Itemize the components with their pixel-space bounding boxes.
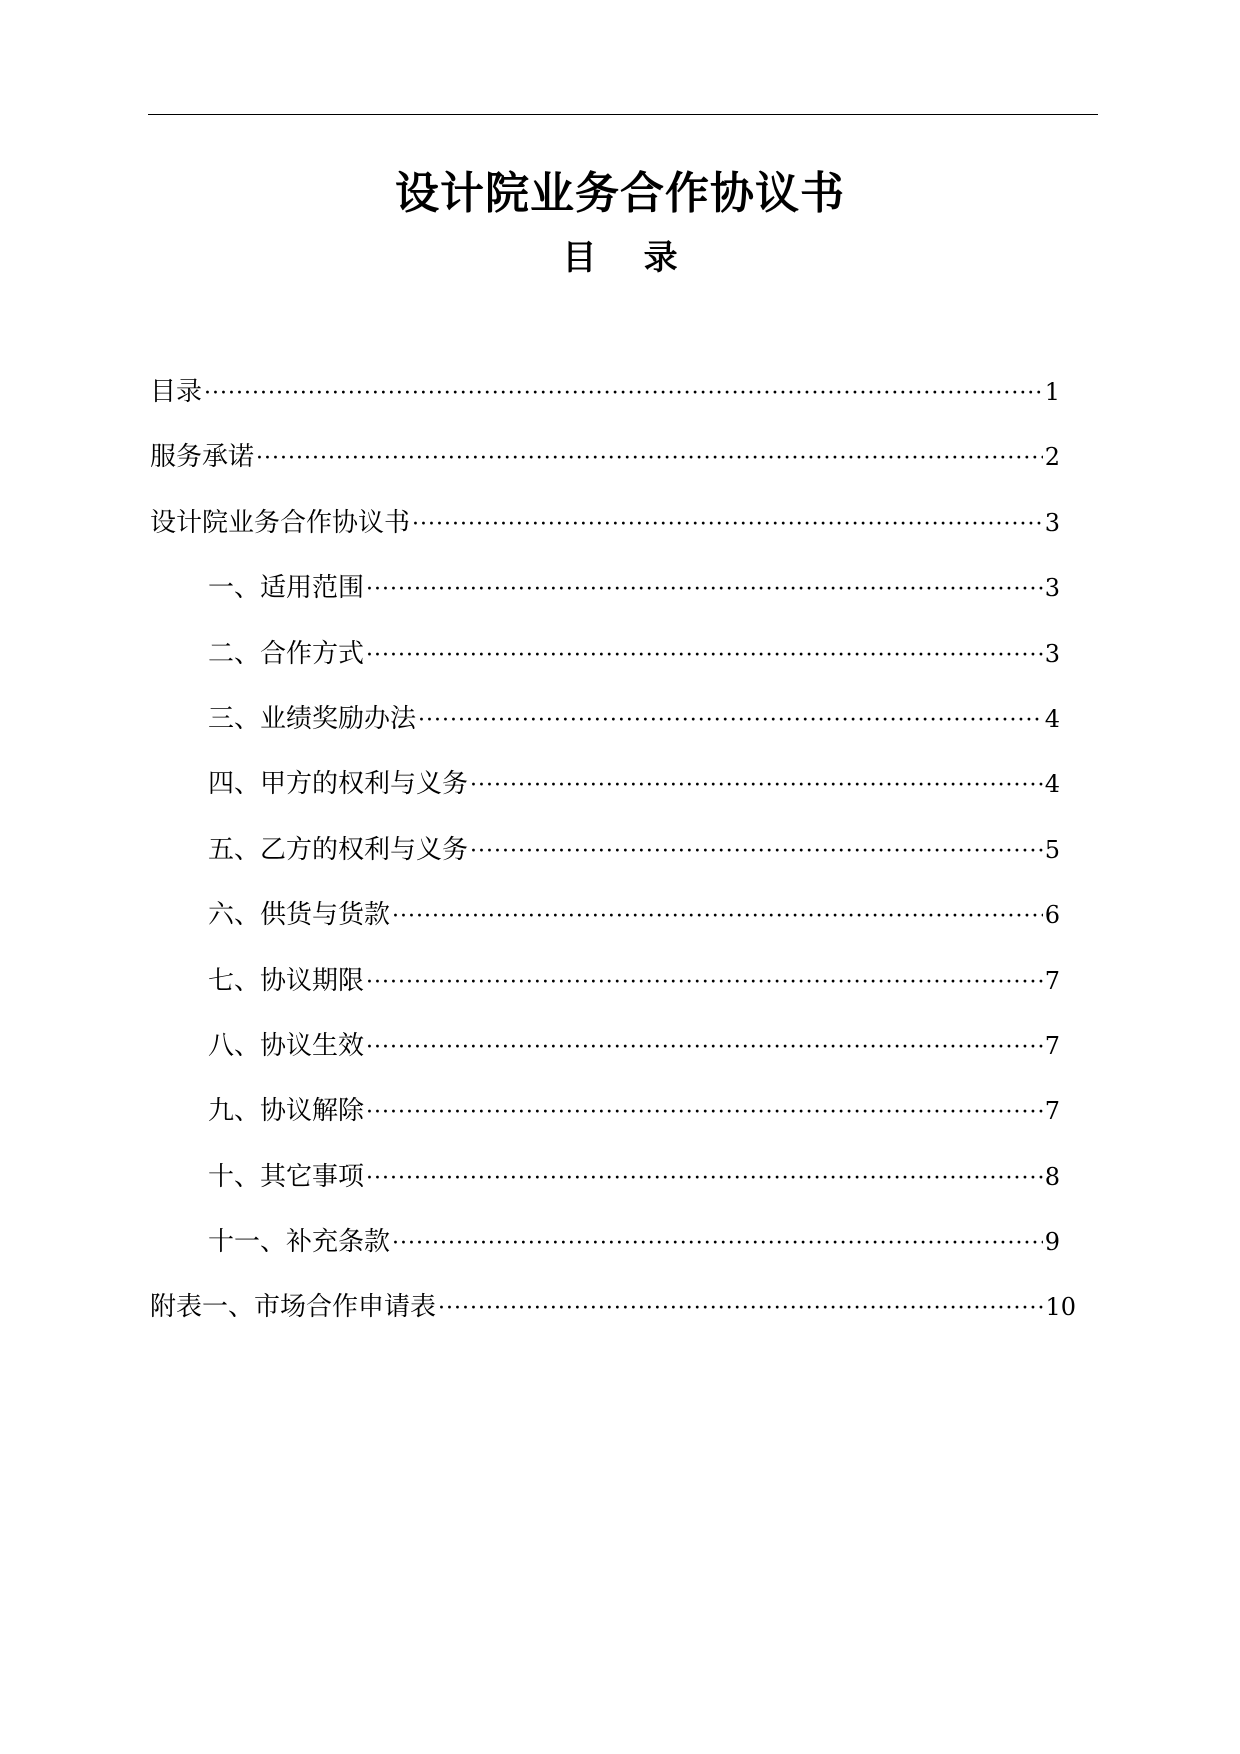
toc-entry[interactable]: [150, 370, 1060, 435]
toc-dot-leader: [470, 764, 1043, 808]
toc-entry-page: 7: [1044, 1097, 1060, 1126]
toc-entry[interactable]: [150, 566, 1060, 631]
toc-entry-label: 服务承诺: [150, 442, 255, 473]
toc-entry-page: 4: [1044, 704, 1060, 733]
toc-dot-leader: [392, 895, 1043, 939]
toc-entry-label: 一、适用范围: [208, 573, 365, 604]
toc-entry-page: 3: [1044, 574, 1060, 603]
toc-entry[interactable]: [150, 697, 1060, 762]
toc-entry-page: 5: [1044, 835, 1060, 864]
toc-entry-label: 二、合作方式: [208, 638, 365, 669]
toc-dot-leader: [412, 503, 1043, 547]
toc-entry[interactable]: [150, 828, 1060, 893]
toc-entry[interactable]: [150, 435, 1060, 500]
toc-entry[interactable]: [150, 1285, 1076, 1350]
toc-dot-leader: [366, 961, 1043, 1005]
toc-dot-leader: [438, 1287, 1043, 1331]
document-title: 设计院业务合作协议书: [395, 168, 845, 219]
table-of-contents: [150, 370, 1076, 1351]
toc-dot-leader: [392, 1222, 1043, 1266]
toc-dot-leader: [256, 437, 1043, 481]
header-rule: [148, 114, 1098, 115]
toc-entry[interactable]: [150, 1024, 1060, 1089]
toc-entry-label: 五、乙方的权利与义务: [208, 834, 469, 865]
toc-entry[interactable]: [150, 959, 1060, 1024]
toc-entry[interactable]: [150, 762, 1060, 827]
toc-dot-leader: [366, 1091, 1043, 1135]
toc-entry-page: 7: [1044, 966, 1060, 995]
toc-dot-leader: [366, 1157, 1043, 1201]
toc-entry-label: 六、供货与货款: [208, 900, 391, 931]
toc-dot-leader: [366, 1026, 1043, 1070]
toc-entry-label: 目录: [150, 377, 203, 407]
toc-entry[interactable]: [150, 632, 1060, 697]
toc-entry-label: 九、协议解除: [208, 1096, 365, 1127]
toc-entry-page: 3: [1044, 639, 1060, 668]
toc-entry-label: 八、协议生效: [208, 1030, 365, 1061]
toc-entry-label: 附表一、市场合作申请表: [150, 1292, 437, 1323]
toc-entry[interactable]: [150, 501, 1060, 566]
toc-entry-page: 9: [1044, 1228, 1060, 1257]
toc-entry-page: 10: [1045, 1293, 1076, 1322]
toc-entry[interactable]: [150, 1220, 1060, 1285]
toc-entry[interactable]: [150, 1089, 1060, 1154]
toc-entry[interactable]: [150, 1155, 1060, 1220]
toc-entry-page: 7: [1044, 1031, 1060, 1060]
toc-entry-label: 十、其它事项: [208, 1161, 365, 1192]
toc-dot-leader: [470, 830, 1043, 874]
toc-entry-page: 1: [1044, 378, 1060, 406]
toc-dot-leader: [366, 634, 1043, 678]
toc-entry-page: 4: [1044, 770, 1060, 799]
toc-dot-leader: [204, 372, 1043, 416]
toc-dot-leader: [418, 699, 1043, 743]
toc-entry-label: 十一、补充条款: [208, 1227, 391, 1258]
toc-entry-label: 三、业绩奖励办法: [208, 703, 417, 734]
toc-entry-label: 设计院业务合作协议书: [150, 507, 411, 538]
toc-entry-label: 四、甲方的权利与义务: [208, 769, 469, 800]
toc-heading: 目 录: [562, 238, 678, 278]
toc-entry[interactable]: [150, 893, 1060, 958]
toc-entry-page: 3: [1044, 508, 1060, 537]
toc-entry-page: 8: [1044, 1162, 1060, 1191]
toc-dot-leader: [366, 568, 1043, 612]
toc-entry-page: 6: [1044, 901, 1060, 930]
toc-entry-label: 七、协议期限: [208, 965, 365, 996]
toc-entry-page: 2: [1044, 443, 1060, 472]
